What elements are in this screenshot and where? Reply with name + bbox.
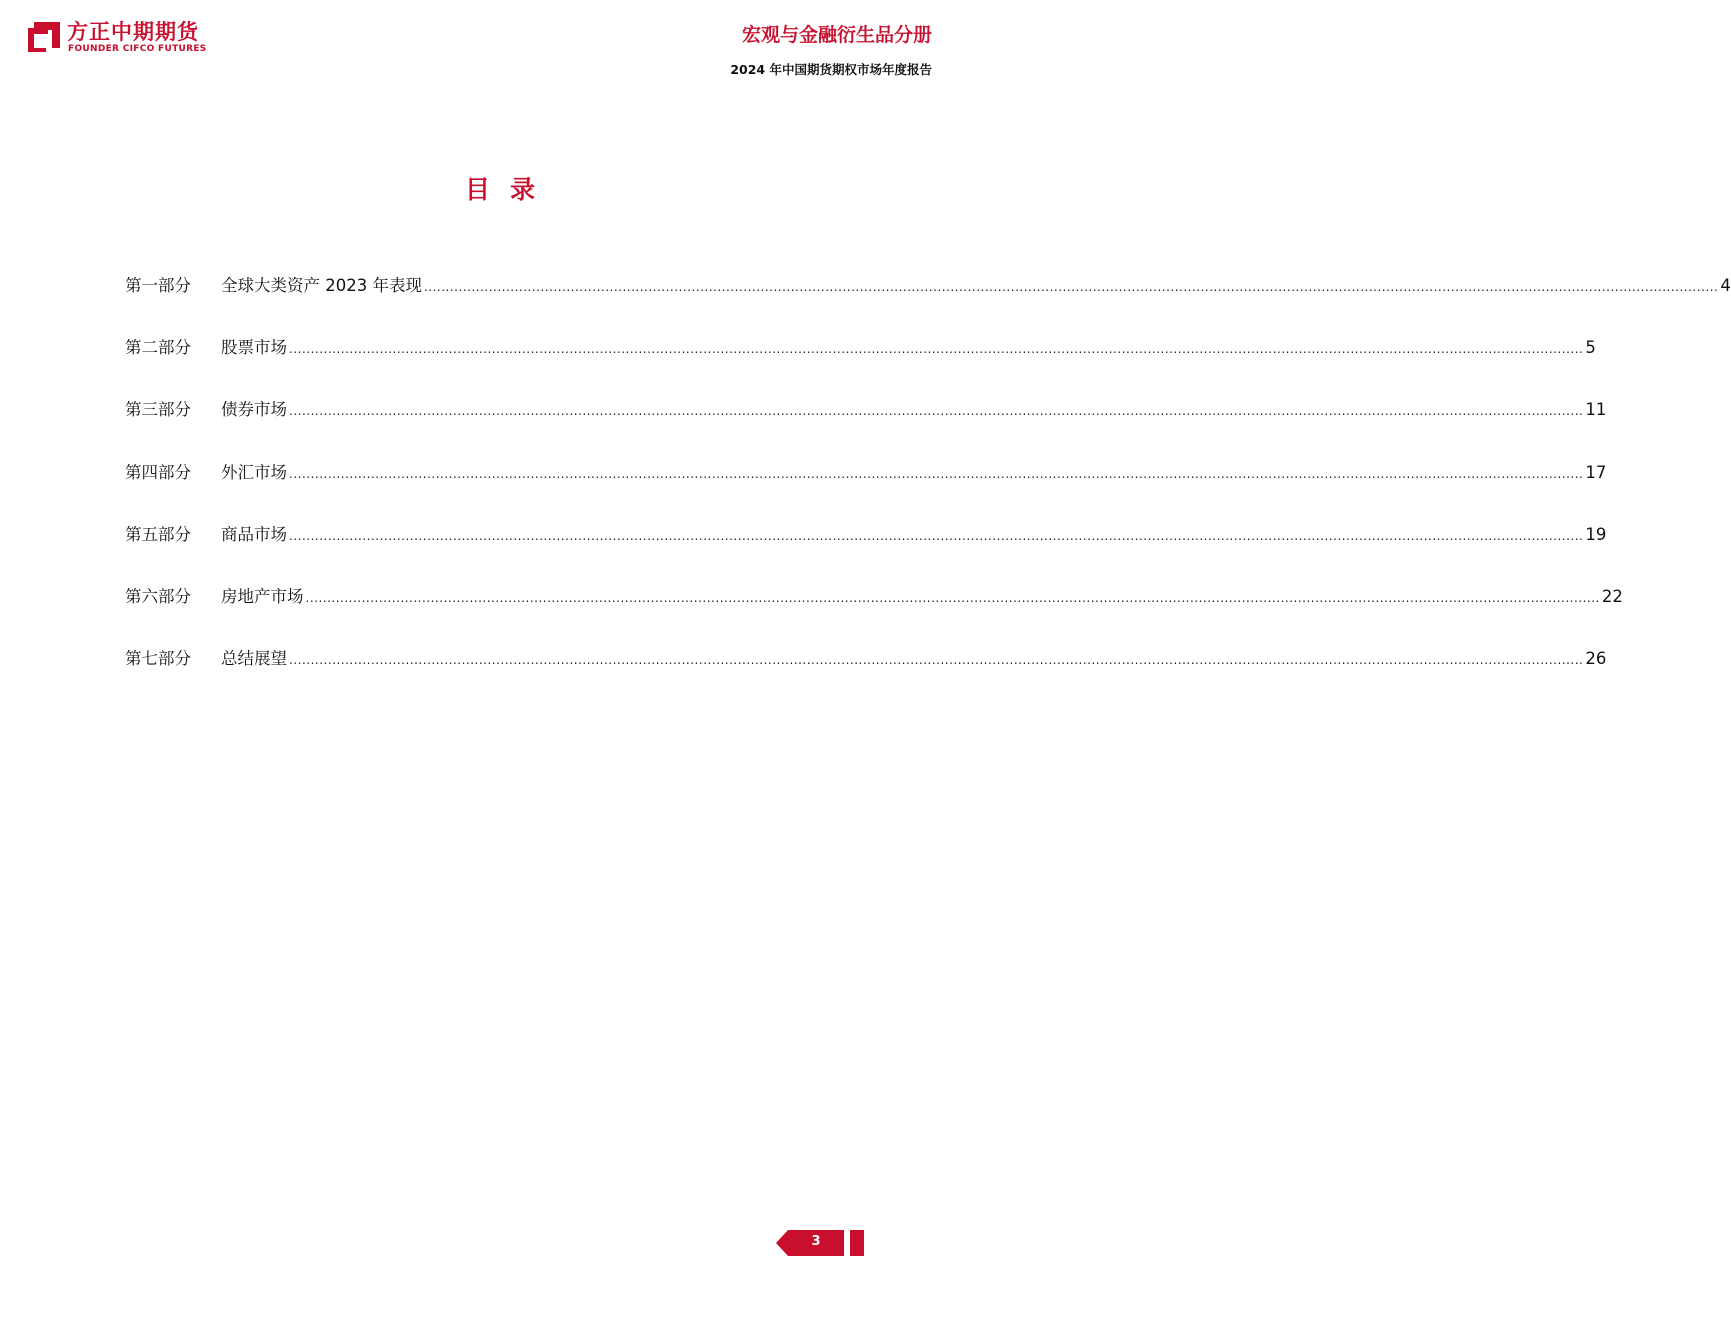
page-badge-bar [850,1230,864,1256]
toc-part-label: 第二部分 [125,338,191,358]
toc-entry-title: 总结展望 [221,649,287,669]
toc-entry-3[interactable] [125,396,1607,458]
toc-page-number: 5 [1585,338,1596,358]
toc-part-label: 第五部分 [125,524,191,544]
toc-part-label: 第一部分 [125,276,191,295]
toc-part-label: 第六部分 [125,586,191,606]
toc-entry-2[interactable] [125,334,1596,396]
toc-leader-dots: ............................................................................................................................................................................................................................................................................................................ [305,590,1600,605]
toc-page-number: 22 [1601,586,1623,606]
page-header [0,0,950,90]
toc-entry-title: 全球大类资产 2023 年表现 [221,276,422,295]
company-logo [26,16,226,60]
founder-logo-icon [26,18,62,54]
toc-leader-dots: ............................................................................................................................................................................................................................................................................................................ [289,342,1584,357]
logo-english-name: FOUNDER CIFCO FUTURES [68,44,207,54]
toc-entry-7[interactable] [125,645,1607,707]
toc-page-number: 4 [1720,276,1731,295]
toc-entry-5[interactable] [125,521,1607,583]
toc-leader-dots: ............................................................................................................................................................................................................................................................................................................ [289,404,1584,419]
toc-leader-dots: ............................................................................................................................................................................................................................................................................................................ [423,280,1719,294]
table-of-contents [125,272,1731,707]
toc-entry-title: 外汇市场 [221,462,287,482]
toc-leader-dots: ............................................................................................................................................................................................................................................................................................................ [289,528,1584,543]
logo-chinese-name: 方正中期期货 [67,20,199,44]
toc-part-label: 第三部分 [125,400,191,420]
toc-entry-1[interactable] [125,272,1731,334]
page-number-badge [776,1230,864,1256]
toc-leader-dots: ............................................................................................................................................................................................................................................................................................................ [289,466,1584,481]
series-title: 宏观与金融衍生品分册 [741,24,932,46]
toc-entry-title: 商品市场 [221,524,287,544]
toc-page-number: 17 [1585,462,1607,482]
toc-heading: 目录 [464,175,555,204]
toc-entry-title: 股票市场 [221,338,287,358]
toc-entry-title: 房地产市场 [221,586,304,606]
report-title: 2024 年中国期货期权市场年度报告 [730,62,932,77]
toc-part-label: 第四部分 [125,462,191,482]
toc-part-label: 第七部分 [125,649,191,669]
toc-entry-6[interactable] [125,583,1623,645]
toc-entry-4[interactable] [125,459,1607,521]
toc-page-number: 26 [1585,649,1607,669]
toc-entry-title: 债券市场 [221,400,287,420]
toc-page-number: 11 [1585,400,1607,420]
page-number: 3 [811,1234,821,1249]
toc-leader-dots: ............................................................................................................................................................................................................................................................................................................ [289,653,1584,668]
toc-page-number: 19 [1585,524,1607,544]
